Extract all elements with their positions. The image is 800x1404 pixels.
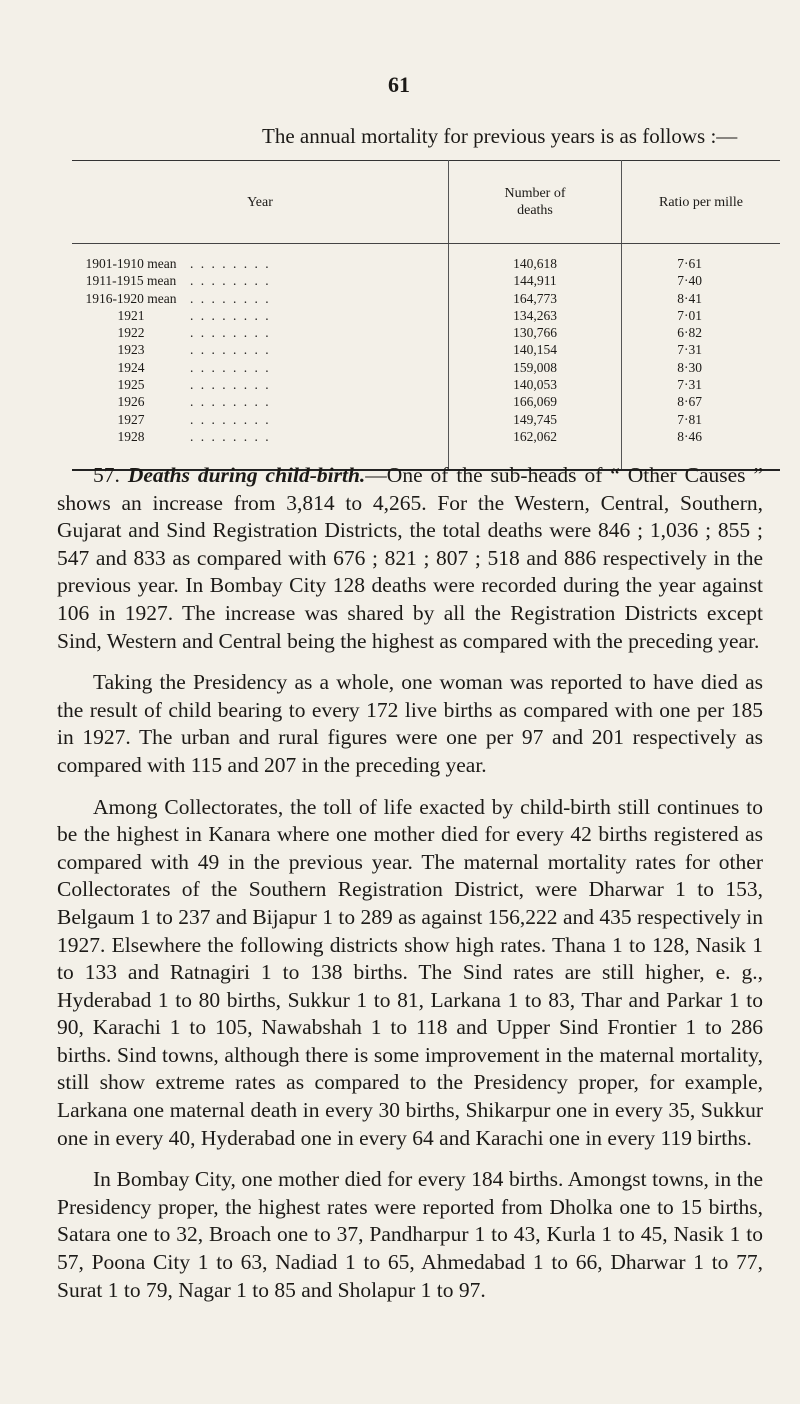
mortality-table	[72, 160, 780, 471]
year-cell: 1922 . . . . . . . .	[117, 325, 271, 341]
ratio-cell: 8·41	[622, 290, 781, 307]
deaths-cell: 144,911	[449, 272, 622, 289]
table-row	[72, 341, 780, 358]
body-text	[57, 462, 763, 1318]
table-row	[72, 359, 780, 376]
table-row	[72, 411, 780, 428]
deaths-cell: 164,773	[449, 290, 622, 307]
deaths-cell: 134,263	[449, 307, 622, 324]
deaths-cell: 162,062	[449, 428, 622, 470]
year-cell: 1916-1920 mean . . . . . . . .	[85, 290, 271, 306]
year-cell: 1911-1915 mean . . . . . . . .	[85, 273, 271, 289]
header-ratio: Ratio per mille	[622, 161, 781, 244]
deaths-cell: 159,008	[449, 359, 622, 376]
page-number: 61	[388, 72, 410, 97]
table-header-row	[72, 161, 780, 244]
header-year: Year	[72, 161, 449, 244]
ratio-cell: 7·61	[622, 244, 781, 273]
ratio-cell: 7·81	[622, 411, 781, 428]
year-cell: 1927 . . . . . . . .	[117, 411, 271, 427]
year-cell: 1926 . . . . . . . .	[117, 394, 271, 410]
table-row	[72, 244, 780, 273]
ratio-cell: 6·82	[622, 324, 781, 341]
deaths-cell: 130,766	[449, 324, 622, 341]
year-cell: 1924 . . . . . . . .	[117, 359, 271, 375]
ratio-cell: 8·46	[622, 428, 781, 470]
section-paragraph-4: In Bombay City, one mother died for every 184 births. Amongst towns, in the Presidency proper, the highest rates were reported from Dholka one to 15 births, Satara one to 32, Broach one to 37, Pandharpur 1 to 43, Kurla 1 to 45, Nasik 1 to 57, Poona City 1 to 63, Nadiad 1 to 65, Ahmedabad 1 to 66, Dharwar 1 to 77, Surat 1 to 79, Nagar 1 to 85 and Sholapur 1 to 97.	[57, 1167, 763, 1302]
header-deaths: Number of deaths	[449, 161, 622, 244]
ratio-cell: 7·01	[622, 307, 781, 324]
table-row	[72, 324, 780, 341]
table-row	[72, 393, 780, 410]
table-row	[72, 290, 780, 307]
table-row	[72, 272, 780, 289]
ratio-cell: 7·31	[622, 376, 781, 393]
section-title: Deaths during child-birth.	[127, 463, 366, 487]
year-cell: 1925 . . . . . . . .	[117, 377, 271, 393]
ratio-cell: 8·67	[622, 393, 781, 410]
ratio-cell: 7·31	[622, 341, 781, 358]
year-cell: 1921 . . . . . . . .	[117, 307, 271, 323]
deaths-cell: 140,053	[449, 376, 622, 393]
table-intro: The annual mortality for previous years is as follows :—	[262, 124, 738, 148]
deaths-cell: 140,154	[449, 341, 622, 358]
deaths-cell: 149,745	[449, 411, 622, 428]
ratio-cell: 8·30	[622, 359, 781, 376]
year-cell: 1901-1910 mean . . . . . . . .	[85, 256, 271, 271]
section-paragraph-1	[57, 462, 763, 655]
table-body	[72, 244, 780, 471]
table-row	[72, 307, 780, 324]
deaths-cell: 140,618	[449, 244, 622, 273]
year-cell: 1928 . . . . . . . .	[117, 428, 271, 444]
section-paragraph-3: Among Collectorates, the toll of life exacted by child-birth still continues to be the highest in Kanara where one mother died for every 42 births registered as compared with 49 in the previous year. The maternal mortality rates for other Collectorates of the Southern Registration District, were Dharwar 1 to 153, Belgaum 1 to 237 and Bijapur 1 to 289 as against 156,222 and 435 respectively in 1927. Elsewhere the following districts show high rates. Thana 1 to 128, Nasik 1 to 133 and Ratnagiri 1 to 138 births. The Sind rates are still higher, e. g., Hyderabad 1 to 80 births, Sukkur 1 to 81, Larkana 1 to 83, Thar and Parkar 1 to 90, Karachi 1 to 105, Nawabshah 1 to 118 and Upper Sind Frontier 1 to 286 births. Sind towns, although there is some improvement in the maternal mortality, still show extreme rates as compared to the Presidency proper, for example, Larkana one maternal death in every 30 births, Shikarpur one in every 35, Sukkur one in every 40, Hyderabad one in every 64 and Karachi one in every 119 births.	[57, 794, 763, 1150]
table-row	[72, 376, 780, 393]
deaths-cell: 166,069	[449, 393, 622, 410]
ratio-cell: 7·40	[622, 272, 781, 289]
year-cell: 1923 . . . . . . . .	[117, 342, 271, 358]
section-paragraph-2: Taking the Presidency as a whole, one woman was reported to have died as the result of child bearing to every 172 live births as compared with one per 185 in 1927. The urban and rural figures were one per 97 and 201 respectively as compared with 115 and 207 in the preceding year.	[57, 670, 763, 777]
section-number: 57.	[93, 463, 120, 487]
paragraph-text: —One of the sub-heads of “ Other Causes ” shows an increase from 3,814 to 4,265. For the Western, Central, Southern, Gujarat and Sind Registration Districts, the total deaths were 846 ; 1,036 ; 855 ; 547 and 833 as compared with 676 ; 821 ; 807 ; 518 and 886 respectively in the previous year. In Bombay City 128 deaths were recorded during the year against 106 in 1927. The increase was shared by all the Registration Districts except Sind, Western and Central being the highest as compared with the preceding year.	[57, 463, 764, 653]
